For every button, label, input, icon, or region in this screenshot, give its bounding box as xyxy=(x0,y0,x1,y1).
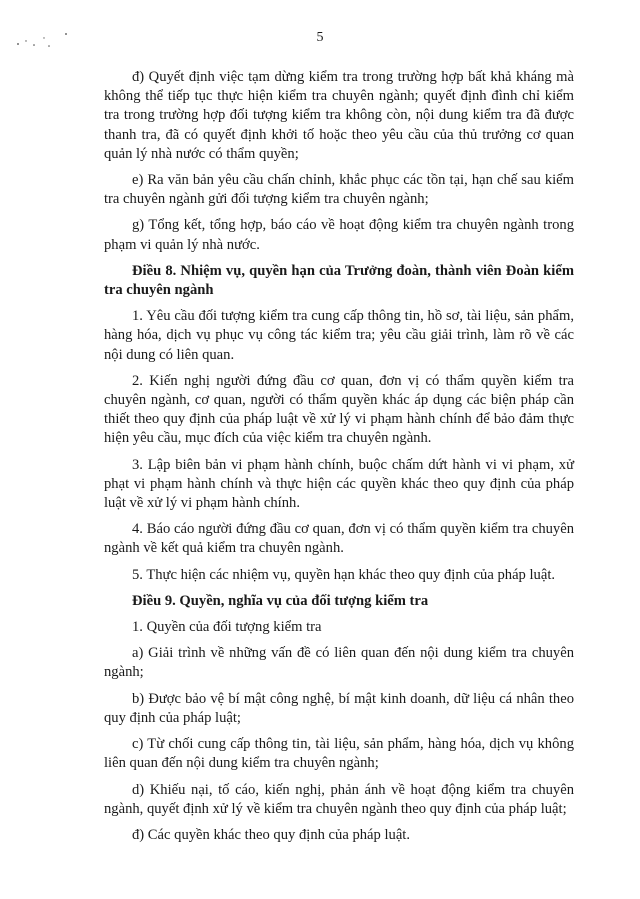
article-8-item-4: 4. Báo cáo người đứng đầu cơ quan, đơn vị có thẩm quyền kiểm tra chuyên ngành về kết quả kiểm tra chuyên ngành. xyxy=(104,521,574,557)
article-9-item-1: 1. Quyền của đối tượng kiểm tra xyxy=(132,619,322,636)
article-8-item-5: 5. Thực hiện các nhiệm vụ, quyền hạn khác theo quy định của pháp luật. xyxy=(132,566,556,583)
article-8-heading: Điều 8. Nhiệm vụ, quyền hạn của Trưởng đoàn, thành viên Đoàn kiểm tra chuyên ngành xyxy=(104,262,574,299)
document-body xyxy=(104,68,574,852)
article-9-item-1d: d) Khiếu nại, tố cáo, kiến nghị, phản ánh về hoạt động kiểm tra chuyên ngành, quyết định xử lý về kiểm tra chuyên ngành theo quy định của pháp luật; xyxy=(104,781,574,817)
article-9-item-1a: a) Giải trình về những vấn đề có liên quan đến nội dung kiểm tra chuyên ngành; xyxy=(104,645,574,681)
article-8-item-2: 2. Kiến nghị người đứng đầu cơ quan, đơn vị có thẩm quyền kiểm tra chuyên ngành, cơ quan, người có thẩm quyền khác áp dụng các biện pháp cần thiết theo quy định của pháp luật về xử lý vi phạm hành chính để bảo đảm thực hiện yêu cầu, mục đích của việc kiểm tra chuyên ngành. xyxy=(104,372,574,447)
article-9-heading: Điều 9. Quyền, nghĩa vụ của đối tượng kiểm tra xyxy=(132,592,429,609)
article-8-item-1: 1. Yêu cầu đối tượng kiểm tra cung cấp thông tin, hồ sơ, tài liệu, sản phẩm, hàng hóa, dịch vụ phục vụ công tác kiểm tra; yêu cầu giải trình, làm rõ về các nội dung có liên quan. xyxy=(104,308,574,363)
article-9-item-1c: c) Từ chối cung cấp thông tin, tài liệu, sản phẩm, hàng hóa, dịch vụ không liên quan đến nội dung kiểm tra chuyên ngành; xyxy=(104,736,574,772)
paragraph-d-dung-kiem-tra: đ) Quyết định việc tạm dừng kiểm tra trong trường hợp bất khả kháng mà không thể tiếp tục thực hiện kiểm tra chuyên ngành; quyết định đình chỉ kiểm tra trong trường hợp đối tượng kiểm tra không còn, nội dung kiểm tra đã được thanh tra, đã có quyết định khởi tố hoặc theo yêu cầu của thủ trưởng cơ quan quản lý nhà nước có thẩm quyền; xyxy=(104,69,574,162)
article-9-item-1dd: đ) Các quyền khác theo quy định của pháp luật. xyxy=(132,826,411,843)
article-9-item-1b: b) Được bảo vệ bí mật công nghệ, bí mật kinh doanh, dữ liệu cá nhân theo quy định của pháp luật; xyxy=(104,690,574,726)
paragraph-e-chan-chinh: e) Ra văn bản yêu cầu chấn chỉnh, khắc phục các tồn tại, hạn chế sau kiểm tra chuyên ngành gửi đối tượng kiểm tra chuyên ngành; xyxy=(104,172,574,208)
article-8-item-3: 3. Lập biên bản vi phạm hành chính, buộc chấm dứt hành vi vi phạm, xử phạt vi phạm hành chính và thực hiện các quyền khác theo quy định của pháp luật về xử lý vi phạm hành chính. xyxy=(104,456,574,512)
paragraph-g-tong-ket: g) Tổng kết, tổng hợp, báo cáo về hoạt động kiểm tra chuyên ngành trong phạm vi quản lý nhà nước. xyxy=(104,217,574,253)
page-number: 5 xyxy=(316,30,324,45)
